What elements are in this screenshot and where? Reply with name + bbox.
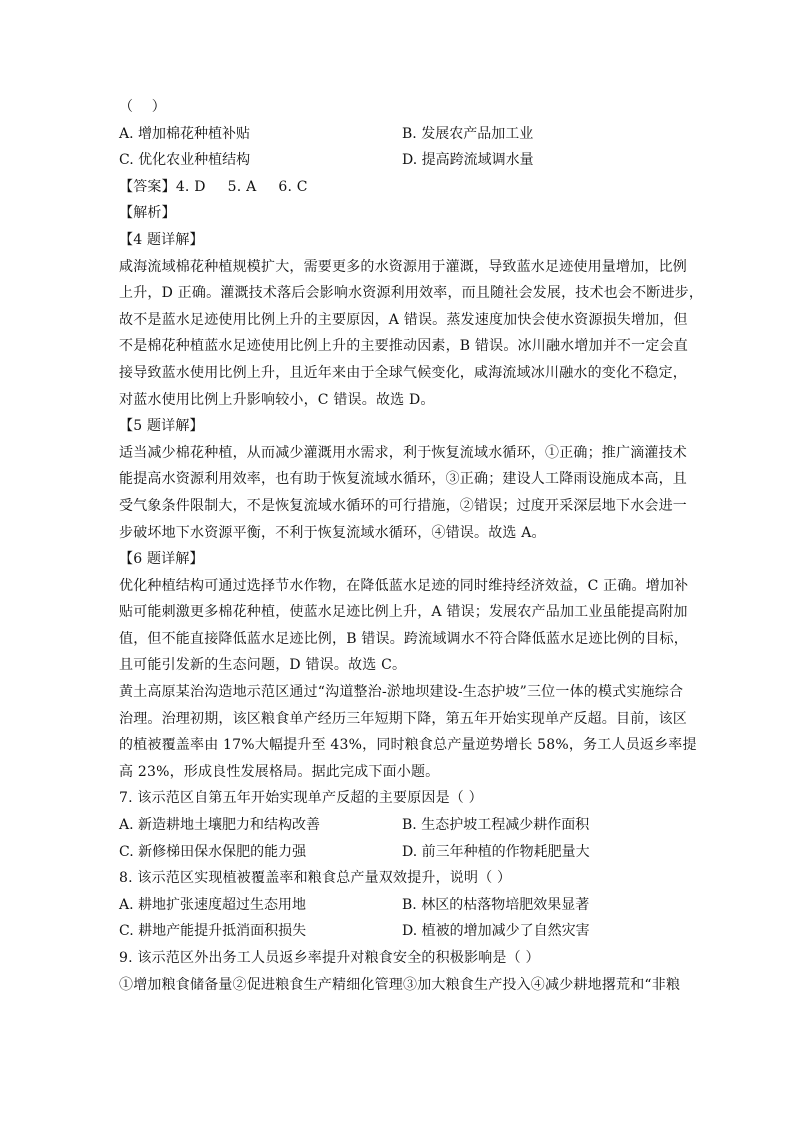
- text-line: 上升，D 正确。灌溉技术落后会影响水资源利用效率，而且随社会发展，技术也会不断进步，: [119, 285, 704, 302]
- text-line: 的植被覆盖率由 17%大幅提升至 43%，同时粮食总产量逆势增长 58%，务工人员返乡率提: [119, 737, 697, 754]
- text-line: 治理。治理初期，该区粮食单产经历三年短期下降，第五年开始实现单产反超。目前，该区: [119, 710, 687, 727]
- answer-item: 4. D: [175, 178, 206, 195]
- options-row: [119, 918, 679, 945]
- answer-bracket: （ ）: [119, 99, 167, 115]
- q9-stem: 9. 该示范区外出务工人员返乡率提升对粮食安全的积极影响是（ ）: [119, 950, 540, 966]
- q5-heading: 【5 题详解】: [119, 418, 204, 435]
- q6-heading: 【6 题详解】: [119, 551, 204, 568]
- text-line: 且可能引发新的生态问题，D 错误。故选 C。: [119, 657, 407, 674]
- option-d: D. 提高跨流域调水量: [402, 152, 534, 169]
- option-a: A. 耕地扩张速度超过生态用地: [119, 896, 307, 913]
- option-c: C. 耕地产能提升抵消面积损失: [119, 923, 307, 940]
- answer-item: 6. C: [278, 178, 308, 195]
- options-row: [119, 147, 679, 174]
- text-line: 故不是蓝水足迹使用比例上升的主要原因，A 错误。蒸发速度加快会使水资源损失增加，但: [119, 311, 688, 328]
- option-d: D. 前三年种植的作物耗肥量大: [402, 843, 590, 860]
- option-a: A. 增加棉花种植补贴: [119, 125, 251, 142]
- option-b: B. 发展农产品加工业: [402, 125, 534, 142]
- text-line: 黄土高原某治沟造地示范区通过“沟道整治-淤地坝建设-生态护坡”三位一体的模式实施综合: [119, 684, 684, 701]
- text-line: 能提高水资源利用效率，也有助于恢复流域水循环，③正确；建设人工降雨设施成本高，且: [119, 471, 687, 488]
- option-b: B. 林区的枯落物培肥效果显著: [402, 896, 590, 913]
- option-b: B. 生态护坡工程减少耕作面积: [402, 817, 590, 834]
- text-line: 步破坏地下水资源平衡，不利于恢复流域水循环，④错误。故选 A。: [119, 524, 546, 541]
- options-row: [119, 812, 679, 839]
- option-c: C. 新修梯田保水保肥的能力强: [119, 843, 307, 860]
- text-line: 接导致蓝水使用比例上升，且近年来由于全球气候变化，咸海流域冰川融水的变化不稳定，: [119, 364, 687, 381]
- answer-item: 5. A: [227, 178, 257, 195]
- option-c: C. 优化农业种植结构: [119, 152, 251, 169]
- q9-items: ①增加粮食储备量②促进粮食生产精细化管理③加大粮食生产投入④减少耕地撂荒和“非粮: [119, 976, 681, 993]
- text-line: 高 23%，形成良性发展格局。据此完成下面小题。: [119, 763, 440, 780]
- answer-line: [119, 174, 679, 201]
- text-line: 适当减少棉花种植，从而减少灌溉用水需求，利于恢复流域水循环，①正确；推广滴灌技术: [119, 444, 687, 461]
- q4-heading: 【4 题详解】: [119, 231, 204, 248]
- document-page: [119, 94, 704, 998]
- text-line: 不是棉花种植蓝水足迹使用比例上升的主要推动因素，B 错误。冰川融水增加并不一定会直: [119, 338, 688, 355]
- text-line: 值，但不能直接降低蓝水足迹比例，B 错误。跨流域调水不符合降低蓝水足迹比例的目标，: [119, 630, 688, 647]
- option-d: D. 植被的增加减少了自然灾害: [402, 923, 590, 940]
- q8-stem: 8. 该示范区实现植被覆盖率和粮食总产量双效提升，说明（ ）: [119, 870, 512, 887]
- options-row: [119, 839, 679, 866]
- text-line: 贴可能刺激更多棉花种植，使蓝水足迹比例上升，A 错误；发展农产品加工业虽能提高附加: [119, 604, 688, 621]
- analysis-label: 【解析】: [119, 205, 176, 222]
- text-line: 咸海流域棉花种植规模扩大，需要更多的水资源用于灌溉，导致蓝水足迹使用量增加，比例: [119, 258, 687, 275]
- q5-explanation: [119, 440, 687, 546]
- option-a: A. 新造耕地土壤肥力和结构改善: [119, 817, 321, 834]
- text-line: 优化种植结构可通过选择节水作物，在降低蓝水足迹的同时维持经济效益，C 正确。增加补: [119, 577, 689, 594]
- options-row: [119, 892, 679, 919]
- answer-label: 【答案】: [119, 178, 176, 195]
- q4-explanation: [119, 254, 704, 414]
- text-line: 对蓝水使用比例上升影响较小，C 错误。故选 D。: [119, 391, 435, 408]
- options-row: [119, 121, 679, 148]
- q7-stem: 7. 该示范区自第五年开始实现单产反超的主要原因是（ ）: [119, 790, 483, 807]
- text-line: 受气象条件限制大，不是恢复流域水循环的可行措施，②错误；过度开采深层地下水会进一: [119, 497, 687, 514]
- q6-explanation: [119, 573, 689, 679]
- reading-passage: [119, 679, 697, 785]
